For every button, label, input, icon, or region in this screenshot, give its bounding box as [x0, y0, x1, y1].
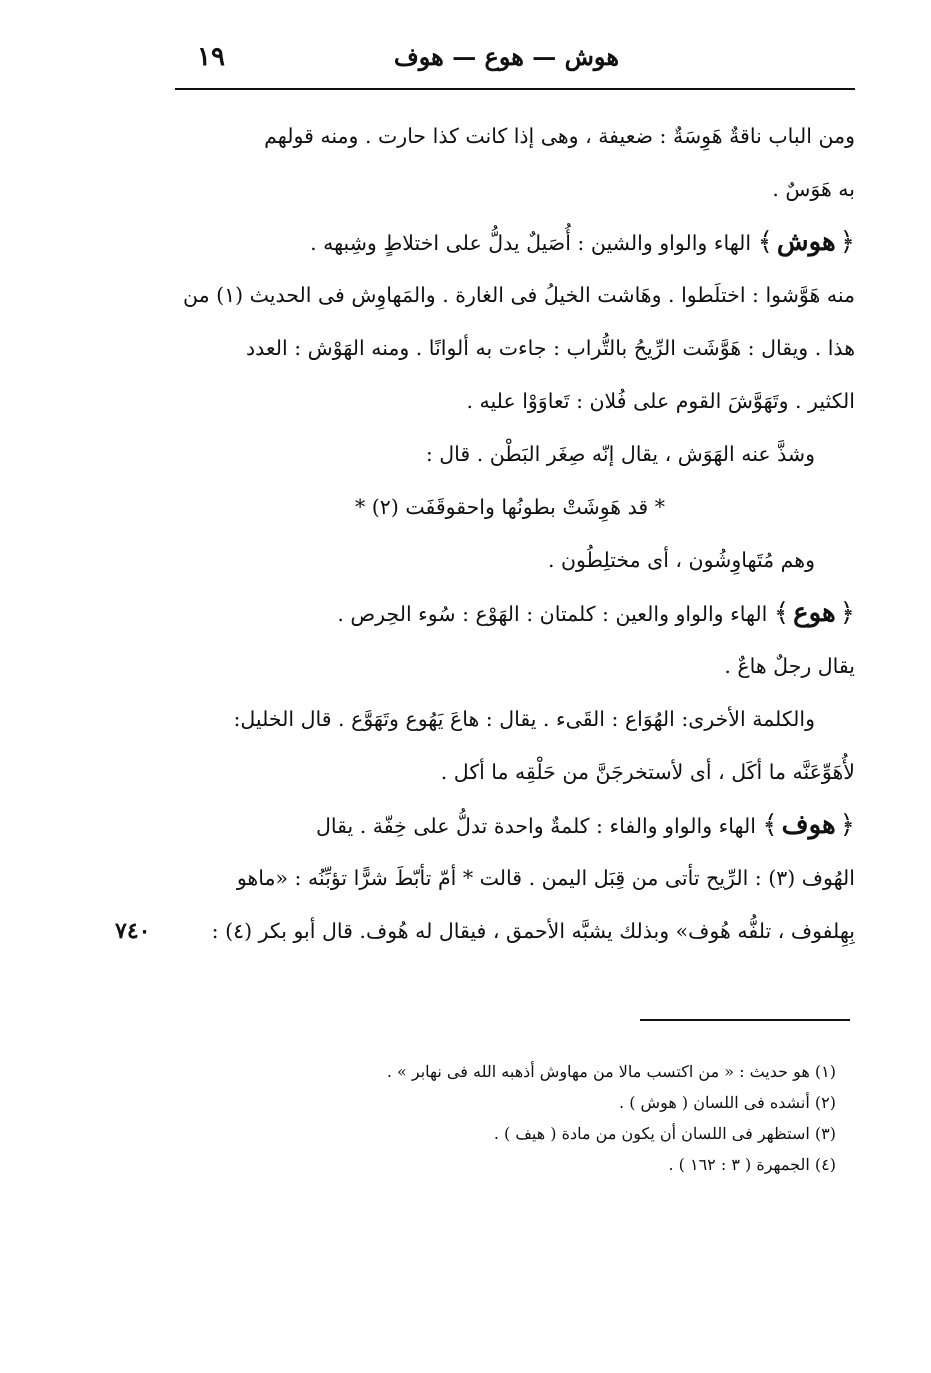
- page-header: [175, 40, 855, 80]
- header-rule: [175, 88, 855, 90]
- text-segment: الهاء والواو والشين : أُصَيلٌ يدلُّ على اختلاطٍ وشِبهه .: [310, 231, 752, 255]
- running-title: هوش — هوع — هوف: [393, 42, 619, 71]
- close-bracket-icon: ﴾: [762, 810, 778, 840]
- footnote: (٢) أنشده فى اللسان ( هوش ) .: [619, 1093, 836, 1112]
- headword-hawf: هوف: [781, 810, 836, 840]
- headword-hawa: هوع: [793, 598, 836, 628]
- entry-hawf-first-line: [165, 799, 855, 852]
- text-line: الهُوف (٣) : الرِّيح تأتى من قِبَل اليمن . قالت * أمّ تأبّطَ شرًّا تؤبِّنُه : «ماهو: [236, 866, 855, 890]
- main-text: [165, 110, 855, 958]
- text-line: ومن الباب ناقةٌ هَوِسَةٌ : ضعيفة ، وهى إذا كانت كذا حارت . ومنه قولهم: [264, 124, 855, 148]
- text-line: الكثير . وتَهَوَّشَ القوم على فُلان : تَعاوَوْا عليه .: [466, 389, 855, 413]
- open-bracket-icon: ﴿: [839, 810, 855, 840]
- text-line: لأُهَوِّعَنَّه ما أكَل ، أى لأستخرجَنَّ من حَلْقِه ما أكل .: [440, 760, 855, 784]
- text-segment: الهاء والواو والفاء : كلمةٌ واحدة تدلُّ على خِفّة . يقال: [316, 814, 756, 838]
- text-line: وهم مُتَهاوِشُون ، أى مختلِطُون .: [547, 548, 815, 572]
- page-number: ١٩: [197, 42, 225, 72]
- footnote: (١) هو حديث : « من اكتسب مالا من مهاوش أذهبه الله فى نهابر » .: [386, 1062, 836, 1081]
- text-line: بِهِلفوف ، تلفُّه هُوف» وبذلك يشبَّه الأحمق ، فيقال له هُوف. قال أبو بكر (٤) :: [211, 919, 855, 943]
- text-line: منه هَوَّشوا : اختلَطوا . وهَاشت الخيلُ فى الغارة . والمَهاوِش فى الحديث (١) من: [183, 283, 855, 307]
- text-line: وشذَّ عنه الهَوَش ، يقال إنّه صِغَر البَطْن . قال :: [425, 442, 815, 466]
- footnote: (٤) الجمهرة ( ٣ : ١٦٢ ) .: [668, 1155, 836, 1174]
- footnotes: [276, 1056, 836, 1180]
- text-line: به هَوَسٌ .: [772, 177, 855, 201]
- text-line: يقال رجلٌ هاعٌ .: [724, 654, 855, 678]
- footnote-rule: [640, 1019, 850, 1021]
- margin-number: ٧٤٠: [115, 918, 151, 944]
- close-bracket-icon: ﴾: [757, 227, 773, 257]
- entry-hawa-first-line: [165, 587, 855, 640]
- entry-housh-first-line: [165, 216, 855, 269]
- text-segment: الهاء والواو والعين : كلمتان : الهَوْع : سُوء الحِرص .: [337, 602, 768, 626]
- text-line: والكلمة الأخرى: الهُوَاع : القَىء . يقال : هاعَ يَهُوع وتَهَوَّع . قال الخليل:: [233, 707, 815, 731]
- text-line: هذا . ويقال : هَوَّشَت الرِّيحُ بالتُّراب : جاءت به ألوانًا . ومنه الهَوْش : العدد: [246, 336, 855, 360]
- open-bracket-icon: ﴿: [839, 227, 855, 257]
- open-bracket-icon: ﴿: [839, 598, 855, 628]
- footnote: (٣) استظهر فى اللسان أن يكون من مادة ( هيف ) .: [493, 1124, 836, 1143]
- headword-housh: هوش: [776, 227, 836, 257]
- close-bracket-icon: ﴾: [773, 598, 790, 628]
- verse-line: * قد هَوِشَتْ بطونُها واحقوقَفَت (٢) *: [355, 495, 665, 519]
